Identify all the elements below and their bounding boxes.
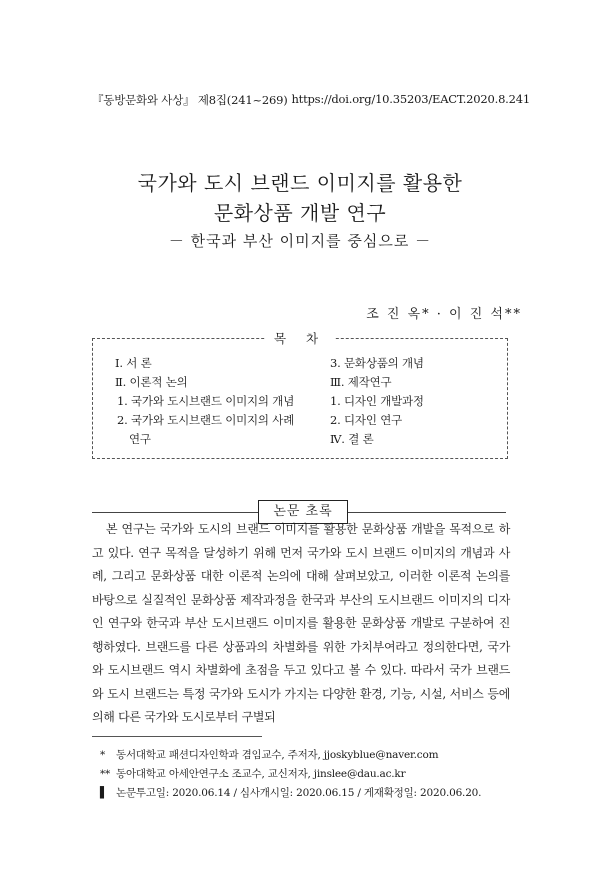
running-header (92, 92, 530, 108)
abstract-body: 본 연구는 국가와 도시의 브랜드 이미지를 활용한 문화상품 개발을 목적으로 하고 있다. 연구 목적을 달성하기 위해 먼저 국가와 도시 브랜드 이미지의 개념과 사례, 그리고 문화상품 대한 이론적 논의에 대해 살펴보았고, 이러한 이론적 논의를 바탕으로 실질적인 문화상품 제작과정을 한국과 부산의 도시브랜드 이미지의 디자인 연구와 한국과 부산 도시브랜드 이미지를 활용한 문화상품 개발로 구분하여 진행하였다. 브랜드를 다른 상품과의 차별화를 위한 가치부여라고 정의한다면, 국가와 도시브랜드 역시 차별화에 초점을 두고 있다고 볼 수 있다. 따라서 국가 브랜드와 도시 브랜드는 특정 국가와 도시가 가지는 다양한 환경, 기능, 시설, 서비스 등에 의해 다른 국가와 도시로부터 구별되 (92, 522, 510, 724)
toc-item[interactable]: 3. 문화상품의 개념 (330, 356, 424, 370)
footnote-dates (100, 784, 520, 803)
footnote-text: 논문투고일: 2020.06.14 / 심사개시일: 2020.06.15 / 게재확정일: 2020.06.20. (116, 787, 482, 799)
toc-item[interactable]: 1. 국가와 도시브랜드 이미지의 개념 (117, 394, 295, 408)
paper-title-line-2: 문화상품 개발 연구 (213, 201, 387, 225)
footnote-text: 동아대학교 아세안연구소 조교수, 교신저자, jinslee@dau.ac.kr (116, 768, 406, 780)
toc-item[interactable]: Ⅱ. 이론적 논의 (115, 375, 188, 389)
doi-link[interactable]: https://doi.org/10.35203/EACT.2020.8.241 (291, 92, 530, 106)
paper-title-line-1: 국가와 도시 브랜드 이미지를 활용한 (137, 171, 463, 195)
footnote-divider (92, 736, 262, 737)
toc-left-column (115, 354, 315, 449)
footnote-mark: ▌ (100, 787, 108, 799)
title-block (0, 168, 600, 253)
toc-item[interactable]: 2. 디자인 연구 (330, 413, 403, 427)
toc-item[interactable]: Ⅳ. 결 론 (330, 432, 374, 446)
paper-subtitle: － 한국과 부산 이미지를 중심으로 － (168, 232, 432, 250)
footnote-author-1 (100, 746, 520, 765)
abstract-heading: 논문 초록 (258, 500, 348, 524)
author-line: 조 진 옥* · 이 진 석** (366, 307, 522, 322)
journal-citation: 『동방문화와 사상』 제8집(241~269) (92, 93, 288, 107)
footnote-mark: ** (100, 768, 111, 780)
toc-item[interactable]: 2. 국가와 도시브랜드 이미지의 사례 (117, 413, 295, 427)
footnote-author-2 (100, 765, 520, 784)
toc-title: 목 차 (265, 329, 335, 347)
toc-right-column (330, 354, 500, 449)
footnotes (100, 746, 520, 803)
toc-item[interactable]: Ⅰ. 서 론 (115, 356, 152, 370)
footnote-text: 동서대학교 패션디자인학과 겸임교수, 주저자, jjoskyblue@naver.com (116, 749, 439, 761)
toc-item[interactable]: 1. 디자인 개발과정 (330, 394, 424, 408)
toc-item-continuation[interactable]: 연구 (129, 432, 151, 446)
footnote-mark: * (100, 749, 106, 761)
toc-item[interactable]: Ⅲ. 제작연구 (330, 375, 392, 389)
